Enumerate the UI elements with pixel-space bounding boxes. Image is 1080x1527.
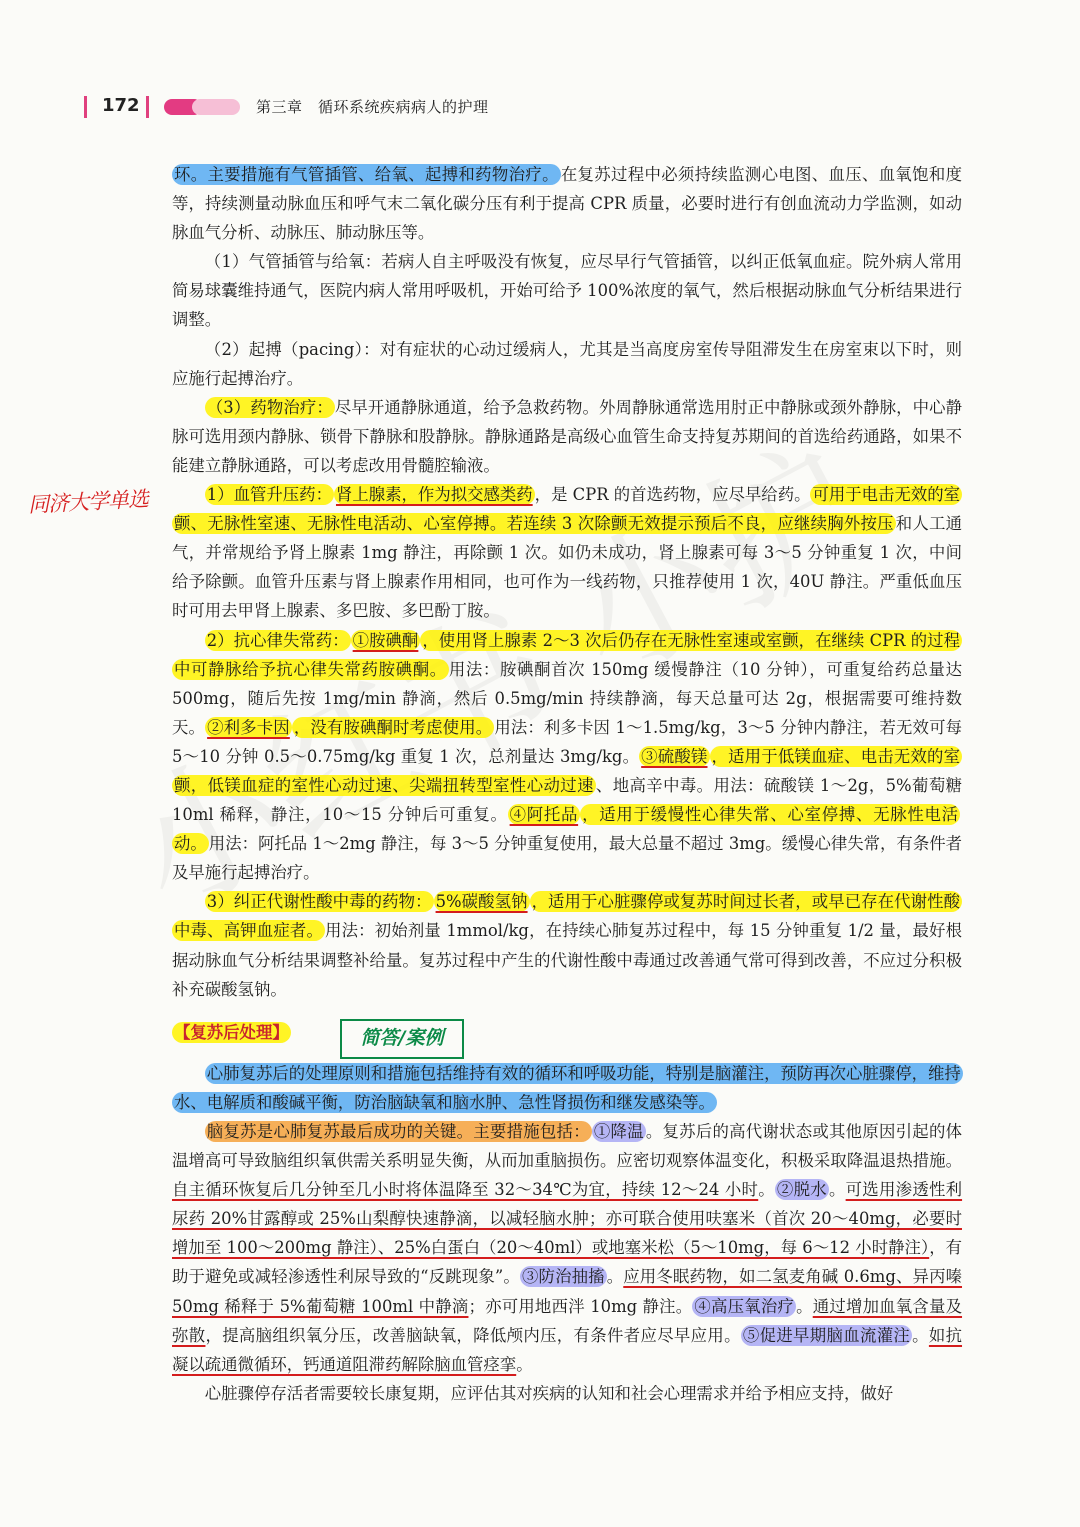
page-number: 172	[102, 95, 140, 116]
paragraph-acidosis: 3）纠正代谢性酸中毒的药物： 5%碳酸氢钠 ，适用于心脏骤停或复苏时间过长者，或早已存在代谢性酸中毒、高钾血症者。 用法：初始剂量 1mmol/kg，在持续心肺复苏过程中，每 15 分钟重复 1/2 量，最好根据动脉血气分析结果调整补给量。复苏过程中产生的代谢性酸中毒通过改善通气常可得到改善，不应过分积极补充碳酸氢钠。	[172, 892, 962, 999]
paragraph-intubation: （1）气管插管与给氧：若病人自主呼吸没有恢复，应尽早行气管插管，以纠正低氧血症。院外病人常用简易球囊维持通气，医院内病人常用呼吸机，开始可给予 100%浓度的氧气，然后根据动脉血气分析结果进行调整。	[172, 252, 962, 330]
section-heading-line	[172, 1018, 962, 1047]
paragraph-intro: 环。主要措施有气管插管、给氧、起搏和药物治疗。 在复苏过程中必须持续监测心电图、血压、血氧饱和度等，持续测量动脉血压和呼气末二氧化碳分压有利于提高 CPR 质量，必要时进行有创血流动力学监测，如动脉血气分析、动脉压、肺动脉压等。	[172, 165, 963, 243]
header-bar-right	[146, 96, 149, 118]
page-header	[84, 92, 984, 122]
chapter-title: 第三章 循环系统疾病病人的护理	[256, 98, 489, 116]
paragraph-brain-resuscitation: 脑复苏是心肺复苏最后成功的关键。主要措施包括： ①降温 。复苏后的高代谢状态或其他原因引起的体温增高可导致脑组织氧供需关系明显失衡，从而加重脑损伤。应密切观察体温变化，积极采取降温退热措施。自主循环恢复后几分钟至几小时将体温降至 32～34℃为宜，持续 12～24 小时。 ②脱水 。可选用渗透性利尿药 20%甘露醇或 25%山梨醇快速静滴，以减轻脑水肿；亦可联合使用呋塞米（首次 20～40mg，必要时增加至 100～200mg 静注）、25%白蛋白（20～40ml）或地塞米松（5～10mg，每 6～12 小时静注），有助于避免或减轻渗透性利尿导致的“反跳现象”。 ③防治抽搐 。应用冬眠药物，如二氢麦角碱 0.6mg、异丙嗪 50mg 稀释于 5%葡萄糖 100ml 中静滴；亦可用地西泮 10mg 静注。 ④高压氧治疗 。通过增加血氧含量及弥散，提高脑组织氧分压，改善脑缺氧，降低颅内压，有条件者应尽早应用。 ⑤促进早期脑血流灌注 。如抗凝以疏通微循环，钙通道阻滞药解除脑血管痉挛。	[172, 1122, 963, 1374]
paragraph-post-resuscitation: 心肺复苏后的处理原则和措施包括维持有效的循环和呼吸功能，特别是脑灌注，预防再次心脏骤停，维持水、电解质和酸碱平衡，防治脑缺氧和脑水肿、急性肾损伤和继发感染等。	[174, 1063, 961, 1112]
paragraph-antiarrhythmic: 2）抗心律失常药： ①胺碘酮 ，使用肾上腺素 2～3 次后仍存在无脉性室速或室颤，在继续 CPR 的过程中可静脉给予抗心律失常药胺碘酮。 用法：胺碘酮首次 150mg 缓慢静注（10 分钟），可重复给药总量达 500mg，随后先按 1mg/min 静滴，然后 0.5mg/min 持续静滴，每天总量可达 2g，根据需要可维持数天。 ②利多卡因 ，没有胺碘酮时考虑使用。 用法：利多卡因 1～1.5mg/kg，3～5 分钟内静注，若无效可每 5～10 分钟 0.5～0.75mg/kg 重复 1 次，总剂量达 3mg/kg。 ③硫酸镁 ，适用于低镁血症、电击无效的室颤，低镁血症的室性心动过速、尖端扭转型室性心动过速 、地高辛中毒。用法：硫酸镁 1～2g，5%葡萄糖 10ml 稀释，静注，10～15 分钟后可重复。 ④阿托品 ，适用于缓慢性心律失常、心室停搏、无脉性电活动。 用法：阿托品 1～2mg 静注，每 3～5 分钟重复使用，最大总量不超过 3mg。缓慢心律失常，有条件者及早施行起搏治疗。	[172, 630, 963, 883]
header-pill-light	[192, 99, 240, 115]
paragraph-pacing: （2）起搏（pacing）：对有症状的心动过缓病人，尤其是当高度房室传导阻滞发生在房室束以下时，则应施行起搏治疗。	[172, 339, 962, 388]
handwritten-note-box: 简答/案例	[340, 1019, 464, 1059]
paragraph-rehabilitation: 心脏骤停存活者需要较长康复期，应评估其对疾病的认知和社会心理需求并给予相应支持，做好	[204, 1383, 894, 1403]
section-title: 【复苏后处理】	[174, 1022, 289, 1042]
header-bar-left	[84, 96, 87, 118]
paragraph-vasopressor: 1）血管升压药： 肾上腺素，作为拟交感类药 ，是 CPR 的首选药物，应尽早给药。 可用于电击无效的室颤、无脉性室速、无脉性电活动、心室停搏。若连续 3 次除颤无效提示预后不良，应继续胸外按压 和人工通气，并常规给予肾上腺素 1mg 静注，再除颤 1 次。如仍未成功，肾上腺素可每 3～5 分钟重复 1 次，中间给予除颤。血管升压素与肾上腺素作用相同，也可作为一线药物，只推荐使用 1 次，40U 静注。严重低血压时可用去甲肾上腺素、多巴胺、多巴酚丁胺。	[172, 485, 962, 621]
page-body	[172, 160, 962, 1408]
handwritten-note-left: 同济大学单选	[27, 486, 149, 518]
paragraph-drug-therapy: （3）药物治疗： 尽早开通静脉通道，给予急救药物。外周静脉通常选用肘正中静脉或颈外静脉，中心静脉可选用颈内静脉、锁骨下静脉和股静脉。静脉通路是高级心血管生命支持复苏期间的首选给药通路，如果不能建立静脉通路，可以考虑改用骨髓腔输液。	[172, 397, 962, 475]
